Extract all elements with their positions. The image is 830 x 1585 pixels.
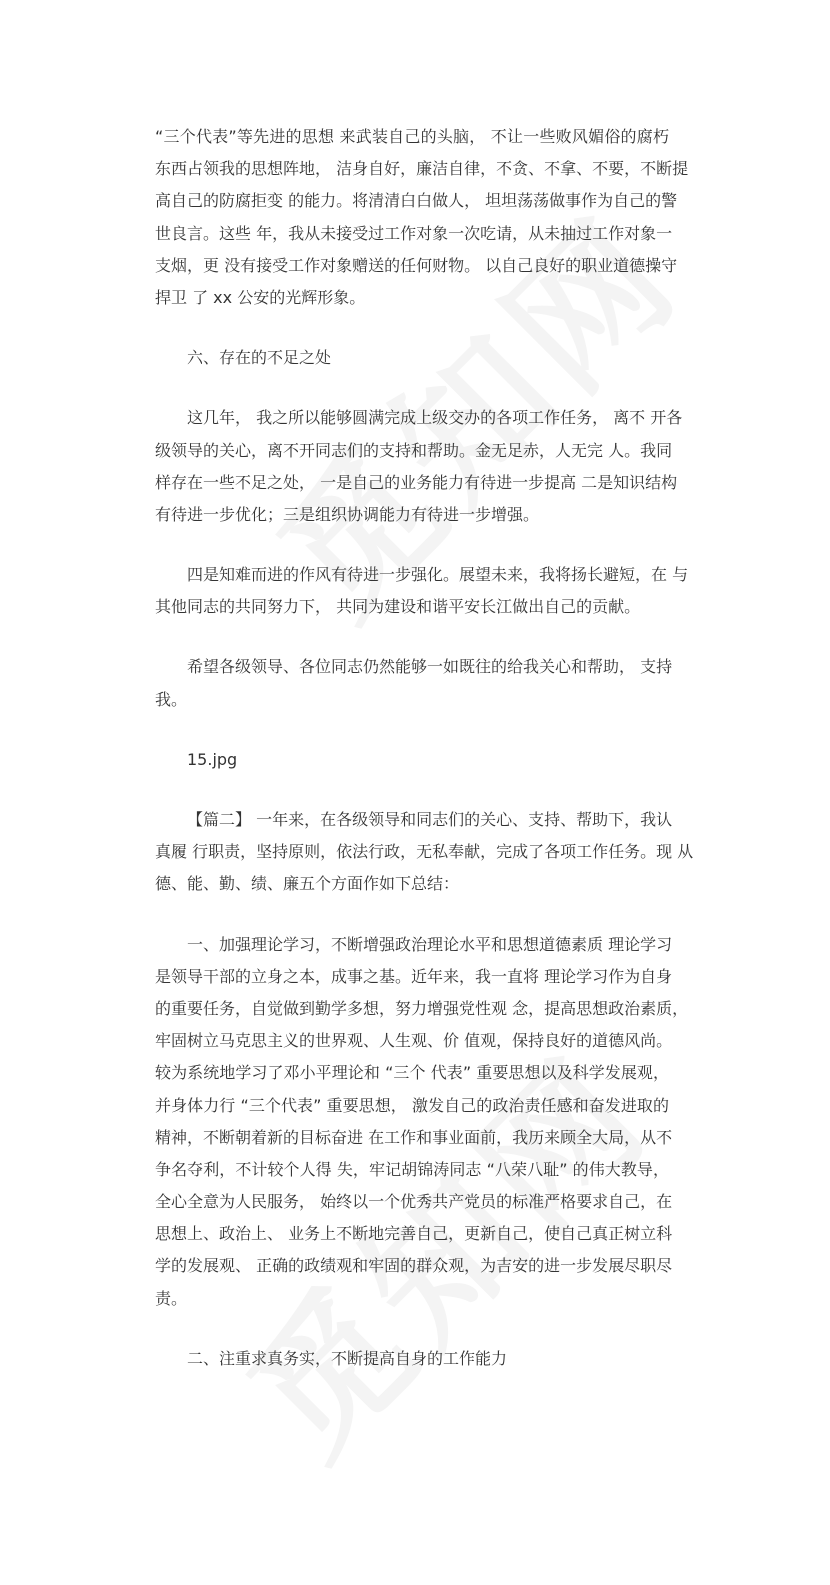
text-line: 有待进一步优化；三是组织协调能力有待进一步增强。 bbox=[155, 504, 540, 524]
text-line: 支烟，更 没有接受工作对象赠送的任何财物。 以自己良好的职业道德操守 bbox=[155, 255, 678, 275]
text-line: 全心全意为人民服务， 始终以一个优秀共产党员的标准严格要求自己，在 bbox=[155, 1192, 673, 1212]
text-line: 争名夺利，不计较个人得 失，牢记胡锦涛同志 “八荣八耻” 的伟大教导， bbox=[155, 1159, 669, 1179]
document-body bbox=[155, 121, 694, 1403]
heading-text: 六、存在的不足之处 bbox=[187, 348, 332, 368]
text-line: 责。 bbox=[155, 1288, 188, 1308]
text-line: 希望各级领导、各位同志仍然能够一如既往的给我关心和帮助， 支持 bbox=[187, 657, 673, 677]
text-line: 四是知难而进的作风有待进一步强化。展望未来，我将扬长避短，在 与 bbox=[187, 565, 689, 585]
paragraph-outlook bbox=[155, 559, 689, 623]
text-line: 【篇二】 一年来，在各级领导和同志们的关心、支持、帮助下，我认 bbox=[187, 810, 673, 829]
section-heading-work-ability bbox=[155, 1343, 669, 1375]
text-line: 这几年， 我之所以能够圆满完成上级交办的各项工作任务， 离不 开各 bbox=[187, 408, 683, 428]
text-line: “三个代表”等先进的思想 来武装自己的头脑， 不让一些败风媚俗的腐朽 bbox=[155, 127, 669, 146]
image-filename-label bbox=[155, 744, 669, 776]
text-line: 一、加强理论学习，不断增强政治理论水平和思想道德素质 理论学习 bbox=[187, 934, 673, 954]
text-line: 真履 行职责，坚持原则，依法行政，无私奉献，完成了各项工作任务。现 从 bbox=[155, 842, 694, 862]
heading-text: 二、注重求真务实，不断提高自身的工作能力 bbox=[187, 1348, 508, 1368]
text-line: 较为系统地学习了邓小平理论和 “三个 代表” 重要思想以及科学发展观， bbox=[155, 1063, 669, 1083]
text-line: 的重要任务，自觉做到勤学多想，努力增强党性观 念，提高思想政治素质， bbox=[155, 998, 689, 1018]
filename-text: 15.jpg bbox=[187, 749, 238, 769]
text-line: 样存在一些不足之处， 一是自己的业务能力有待进一步提高 二是知识结构 bbox=[155, 472, 678, 492]
text-line: 思想上、政治上、 业务上不断地完善自己，更新自己，使自己真正树立科 bbox=[155, 1224, 673, 1244]
text-line: 世良言。这些 年，我从未接受过工作对象一次吃请，从未抽过工作对象一 bbox=[155, 223, 673, 243]
text-line: 学的发展观、 正确的政绩观和牢固的群众观，为吉安的进一步发展尽职尽 bbox=[155, 1256, 673, 1276]
text-line: 其他同志的共同努力下， 共同为建设和谐平安长江做出自己的贡献。 bbox=[155, 597, 641, 617]
paragraph-part-two-intro bbox=[155, 804, 694, 901]
text-line: 德、能、勤、绩、廉五个方面作如下总结： bbox=[155, 874, 460, 894]
text-line: 并身体力行 “三个代表” 重要思想， 激发自己的政治责任感和奋发进取的 bbox=[155, 1095, 669, 1115]
text-line: 东西占领我的思想阵地， 洁身自好，廉洁自律，不贪、不拿、不要，不断提 bbox=[155, 159, 689, 179]
section-heading-shortcomings bbox=[155, 342, 669, 374]
paragraph-hope bbox=[155, 651, 673, 715]
paragraph-integrity bbox=[155, 121, 689, 314]
text-line: 级领导的关心，离不开同志们的支持和帮助。金无足赤，人无完 人。我同 bbox=[155, 440, 673, 460]
paragraph-theory-study bbox=[155, 929, 689, 1315]
text-line: 捍卫 了 xx 公安的光辉形象。 bbox=[155, 287, 366, 307]
text-line: 是领导干部的立身之本，成事之基。近年来，我一直将 理论学习作为自身 bbox=[155, 966, 673, 986]
text-line: 高自己的防腐拒变 的能力。将清清白白做人， 坦坦荡荡做事作为自己的警 bbox=[155, 191, 678, 211]
paragraph-shortcomings bbox=[155, 402, 683, 531]
text-line: 牢固树立马克思主义的世界观、人生观、价 值观，保持良好的道德风尚。 bbox=[155, 1031, 673, 1051]
text-line: 精神，不断朝着新的目标奋进 在工作和事业面前，我历来顾全大局，从不 bbox=[155, 1127, 673, 1147]
text-line: 我。 bbox=[155, 689, 188, 709]
